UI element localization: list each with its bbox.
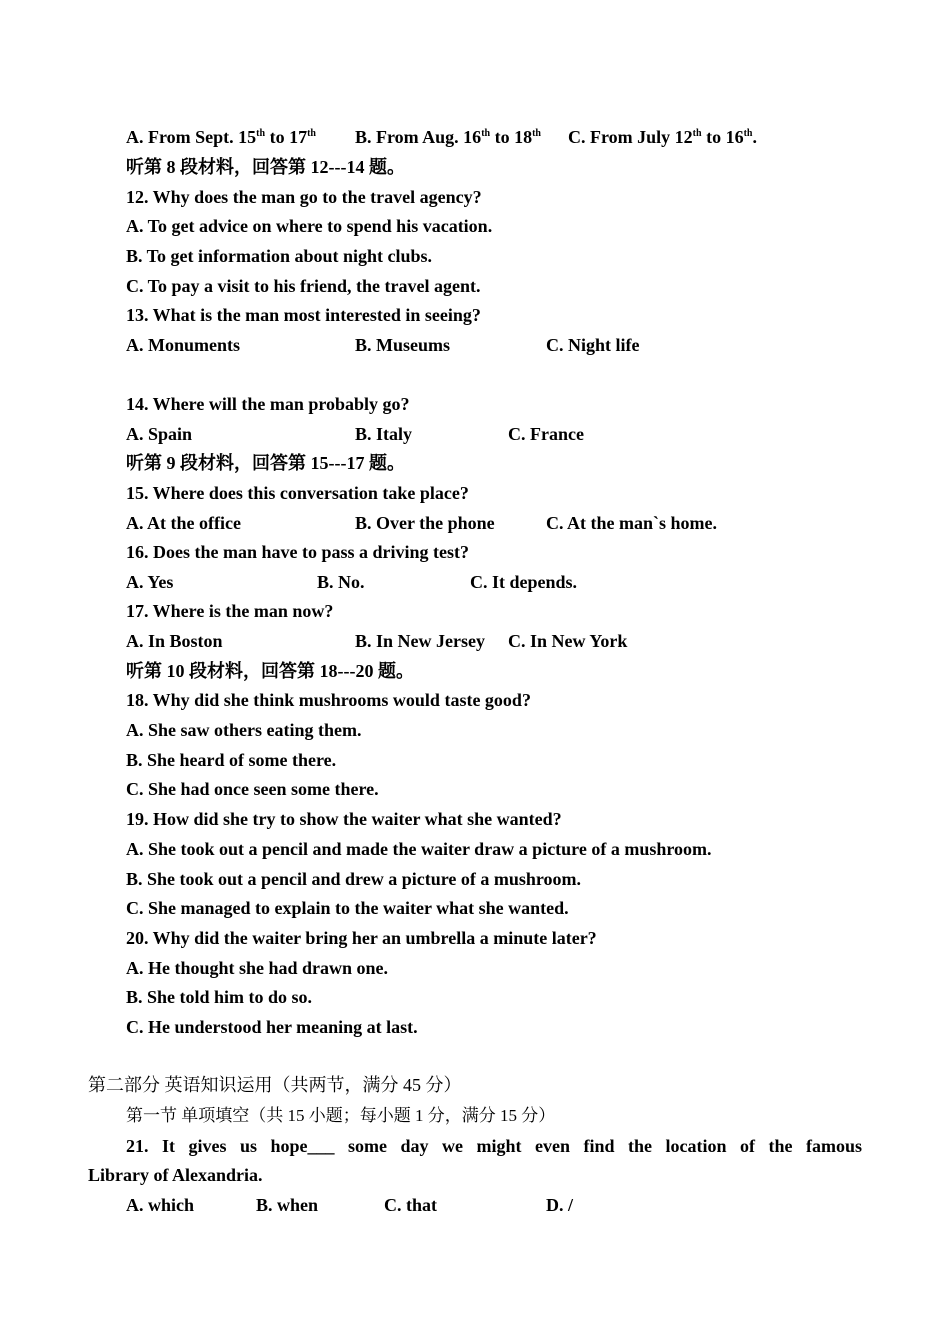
q20-stem: 20. Why did the waiter bring her an umbrella a minute later?: [126, 928, 597, 948]
q21-stem-line2: Library of Alexandria.: [88, 1165, 263, 1185]
q17-option-b: B. In New Jersey: [355, 631, 485, 651]
part-2-heading: 第二部分 英语知识运用（共两节，满分 45 分）: [88, 1075, 462, 1095]
section-1-heading: 第一节 单项填空（共 15 小题；每小题 1 分，满分 15 分）: [126, 1106, 556, 1125]
q11-option-a: A. From Sept. 15th to 17th: [126, 127, 316, 147]
q21-option-a: A. which: [126, 1195, 195, 1215]
q16-stem: 16. Does the man have to pass a driving test?: [126, 542, 470, 562]
q19-option-c: C. She managed to explain to the waiter what she wanted.: [126, 898, 569, 918]
q16-option-a: A. Yes: [126, 572, 174, 592]
q12-option-a: A. To get advice on where to spend his vacation.: [126, 216, 493, 236]
q14-option-b: B. Italy: [355, 424, 413, 444]
q13-stem: 13. What is the man most interested in seeing?: [126, 305, 481, 325]
q17-stem: 17. Where is the man now?: [126, 601, 334, 621]
q15-option-c: C. At the man`s home.: [546, 513, 717, 533]
q15-option-b: B. Over the phone: [355, 513, 495, 533]
q21-option-c: C. that: [384, 1195, 437, 1215]
q13-option-b: B. Museums: [355, 335, 451, 355]
q21-stem-line1: 21. It gives us hope___ some day we might even find the location of the famous: [126, 1136, 862, 1156]
q16-option-b: B. No.: [317, 572, 365, 592]
q11-option-c: C. From July 12th to 16th.: [568, 127, 757, 147]
q19-stem: 19. How did she try to show the waiter what she wanted?: [126, 809, 562, 829]
q18-stem: 18. Why did she think mushrooms would taste good?: [126, 690, 531, 710]
q14-option-a: A. Spain: [126, 424, 193, 444]
q20-option-c: C. He understood her meaning at last.: [126, 1017, 418, 1037]
q18-option-b: B. She heard of some there.: [126, 750, 337, 770]
q20-option-a: A. He thought she had drawn one.: [126, 958, 389, 978]
section-9-heading: 听第 9 段材料，回答第 15---17 题。: [126, 453, 405, 473]
q13-option-a: A. Monuments: [126, 335, 241, 355]
q18-option-a: A. She saw others eating them.: [126, 720, 362, 740]
q13-option-c: C. Night life: [546, 335, 640, 355]
q14-option-c: C. France: [508, 424, 584, 444]
q15-option-a: A. At the office: [126, 513, 241, 533]
q12-option-c: C. To pay a visit to his friend, the travel agent.: [126, 276, 481, 296]
q11-option-b: B. From Aug. 16th to 18th: [355, 127, 541, 147]
q21-option-d: D. /: [546, 1195, 573, 1215]
q12-stem: 12. Why does the man go to the travel agency?: [126, 187, 482, 207]
q21-option-b: B. when: [256, 1195, 319, 1215]
q18-option-c: C. She had once seen some there.: [126, 779, 379, 799]
q17-option-c: C. In New York: [508, 631, 628, 651]
q12-option-b: B. To get information about night clubs.: [126, 246, 433, 266]
q17-option-a: A. In Boston: [126, 631, 223, 651]
q14-stem: 14. Where will the man probably go?: [126, 394, 410, 414]
q15-stem: 15. Where does this conversation take place?: [126, 483, 469, 503]
q19-option-b: B. She took out a pencil and drew a picture of a mushroom.: [126, 869, 582, 889]
q16-option-c: C. It depends.: [470, 572, 578, 592]
section-8-heading: 听第 8 段材料，回答第 12---14 题。: [126, 157, 405, 177]
q19-option-a: A. She took out a pencil and made the waiter draw a picture of a mushroom.: [126, 839, 712, 859]
q20-option-b: B. She told him to do so.: [126, 987, 313, 1007]
section-10-heading: 听第 10 段材料，回答第 18---20 题。: [126, 661, 414, 681]
